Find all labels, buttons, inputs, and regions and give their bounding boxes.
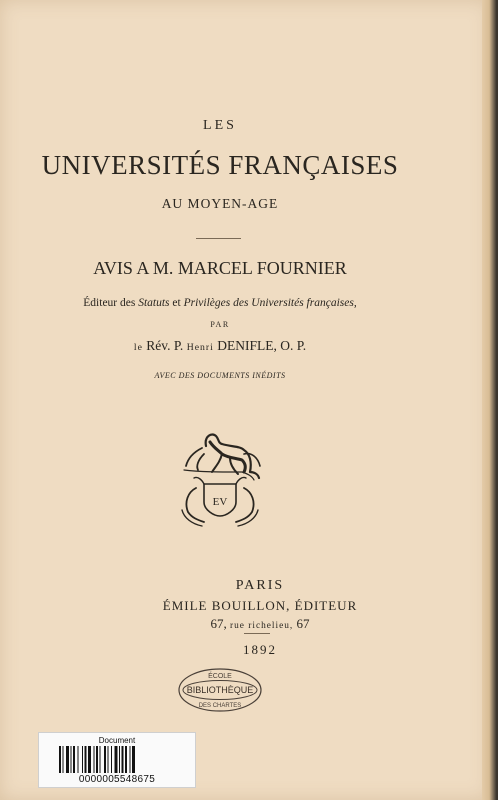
stamp-middle-text: BIBLIOTHÈQUE bbox=[186, 685, 254, 695]
address-street: rue richelieu, bbox=[229, 621, 294, 631]
barcode-icon bbox=[59, 746, 177, 773]
barcode-number: 0000005548675 bbox=[78, 774, 156, 785]
stamp-bottom-text: DES CHARTES bbox=[198, 703, 242, 709]
editor-prefix: Éditeur des bbox=[83, 297, 139, 309]
barcode-title: Document bbox=[98, 736, 136, 745]
title-moyen-age: AU MOYEN-AGE bbox=[161, 196, 279, 211]
editor-statuts: Statuts bbox=[138, 297, 170, 309]
publication-year: 1892 bbox=[243, 642, 277, 657]
stamp-top-text: ÉCOLE bbox=[208, 673, 232, 680]
main-title: UNIVERSITÉS FRANÇAISES bbox=[41, 150, 399, 180]
divider-rule bbox=[196, 238, 241, 239]
author-p: P. bbox=[173, 338, 184, 353]
editor-privileges: Privilèges des Universités françaises, bbox=[183, 297, 357, 309]
library-stamp bbox=[176, 667, 264, 713]
editor-line bbox=[0, 297, 440, 309]
address-number: 67, bbox=[210, 616, 227, 631]
publisher: ÉMILE BOUILLON, ÉDITEUR bbox=[162, 598, 358, 613]
author-le: le bbox=[133, 342, 143, 353]
editor-mid: et bbox=[169, 297, 184, 309]
page-edge-shadow bbox=[482, 0, 498, 800]
author-rev: Rév. bbox=[146, 338, 171, 353]
address-number-2: 67 bbox=[296, 616, 310, 631]
address bbox=[0, 616, 498, 632]
author-name: DENIFLE, O. P. bbox=[217, 338, 307, 353]
divider-rule-2 bbox=[244, 633, 270, 634]
author-henri: Henri bbox=[186, 342, 214, 353]
author-line bbox=[0, 338, 440, 354]
printer-mark-monogram: EV bbox=[212, 496, 228, 508]
title-les: LES bbox=[203, 118, 237, 133]
subtitle: AVIS A M. MARCEL FOURNIER bbox=[93, 258, 347, 278]
city: PARIS bbox=[235, 578, 285, 593]
par-label: PAR bbox=[210, 320, 230, 329]
barcode-label bbox=[38, 732, 196, 788]
avec-documents: AVEC DES DOCUMENTS INÉDITS bbox=[154, 371, 286, 380]
printer-mark-horse-icon bbox=[174, 428, 266, 528]
